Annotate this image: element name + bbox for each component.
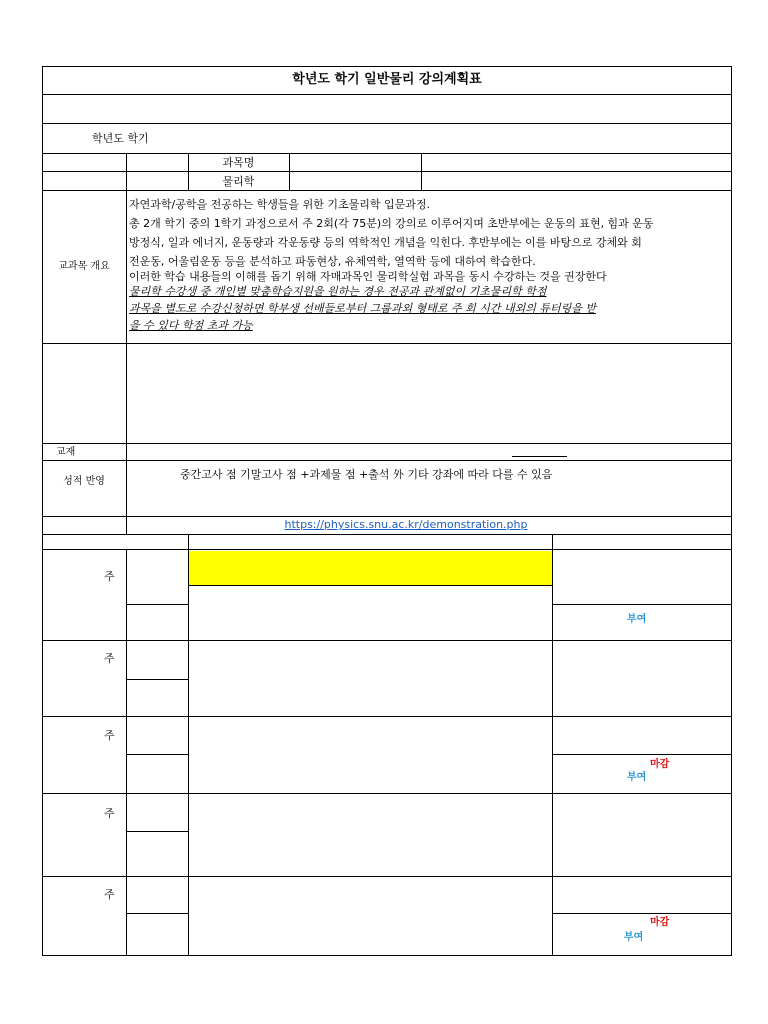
textbook-underline [512, 456, 567, 457]
grading-label: 성적 반영 [63, 476, 105, 487]
week-note-grant: 부여 [627, 614, 647, 625]
blank-row [42, 95, 732, 124]
week-note-deadline: 마감 [650, 759, 670, 770]
overview-text [129, 195, 729, 334]
week-block [42, 794, 732, 877]
textbook-row [42, 444, 732, 461]
week-subrow [126, 679, 188, 680]
overview-italic-line: 과목을 별도로 수강신청하면 학부생 선배들로부터 그룹과외 형태로 주 회 시간 내외의 튜터링을 받 [129, 302, 596, 315]
course-name-label: 과목명 [222, 156, 255, 169]
week-note-grant: 부여 [624, 932, 644, 943]
overview-line: 전운동, 어울림운동 등을 분석하고 파동현상, 유체역학, 열역학 등에 대하여 학습한다. [129, 255, 536, 268]
demonstration-link[interactable]: https://physics.snu.ac.kr/demonstration.php [284, 518, 528, 531]
semester-label: 학년도 학기 [92, 132, 149, 145]
notes-area [42, 344, 732, 444]
overview-line: 방정식, 일과 에너지, 운동량과 각운동량 등의 역학적인 개념을 익힌다. 후반부에는 이를 바탕으로 강체와 회 [129, 236, 642, 249]
divider [421, 154, 422, 191]
week-note-grant: 부여 [627, 772, 647, 783]
week-label: 주 [104, 888, 115, 901]
week-label: 주 [104, 807, 115, 820]
course-name-value: 물리학 [222, 175, 255, 188]
overview-label: 교과목 개요 [58, 261, 110, 272]
overview-line: 이러한 학습 내용들의 이해를 돕기 위해 자매과목인 물리학실험 과목을 동시 수강하는 것을 권장한다 [129, 271, 607, 283]
overview-line: 자연과학/공학을 전공하는 학생들을 위한 기초물리학 입문과정. [129, 198, 430, 211]
highlight-cell [189, 551, 552, 586]
week-block [42, 877, 732, 956]
overview-italic-line: 물리학 수강생 중 개인별 맞춤학습지원을 원하는 경우 전공과 관계없이 기초물리학 학점 [129, 285, 547, 298]
week-subrow [126, 754, 188, 755]
course-row-2 [42, 172, 732, 191]
divider [126, 154, 127, 191]
week-subrow [126, 913, 188, 914]
course-row-1 [42, 154, 732, 172]
overview-italic-line: 을 수 있다 학점 초과 가능 [129, 319, 253, 332]
week-subrow [552, 754, 732, 755]
week-subrow [552, 604, 732, 605]
overview-line: 총 2개 학기 중의 1학기 과정으로서 주 2회(각 75분)의 강의로 이루어지며 초반부에는 운동의 표현, 힘과 운동 [129, 217, 654, 230]
page-title: 학년도 학기 일반물리 강의계획표 [292, 72, 482, 87]
week-label: 주 [104, 652, 115, 665]
grading-text: 중간고사 점 기말고사 점 +과제물 점 +출석 外 기타 강좌에 따라 다를 수 있음 [180, 468, 553, 481]
week-note-deadline: 마감 [650, 917, 670, 928]
textbook-label: 교재 [56, 447, 76, 458]
week-subrow [552, 913, 732, 914]
schedule-header-row [42, 535, 732, 550]
week-subrow [126, 604, 188, 605]
week-subrow [126, 831, 188, 832]
divider [289, 154, 290, 191]
week-label: 주 [104, 729, 115, 742]
week-label: 주 [104, 570, 115, 583]
